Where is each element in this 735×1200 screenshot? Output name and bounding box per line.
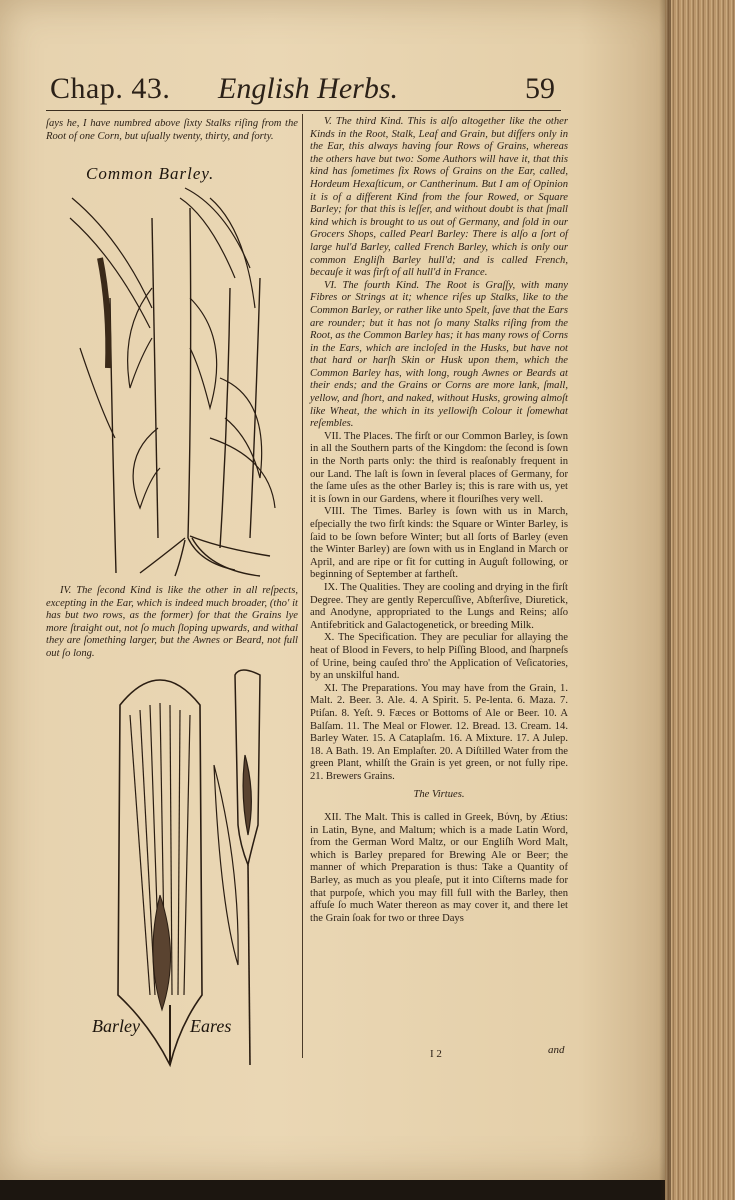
signature-mark: I 2 — [430, 1048, 442, 1060]
section-vii: VII. The Places. The firſt or our Common Barley, is ſown in all the Southern parts of the Kingdom: the ſecond is ſown in the North parts only: the third is reaſonably frequent in our Land. The laſt is ſown in ſeveral places of Germany, for the ſame uſes as the other Barley is; this is rare with us, yet it is ſown in our Gardens, where it flouriſhes very well. — [310, 430, 568, 505]
plate-caption-eares: Eares — [190, 1016, 232, 1036]
left-column-lower — [46, 585, 298, 661]
left-column — [46, 118, 298, 143]
page-number: 59 — [525, 72, 555, 105]
section-viii: VIII. The Times. Barley is ſown with us in March, eſpecially the two firſt kinds: the Square or Winter Barley, is ſaid to be ſown before Winter; but all ſorts of Barley (even the Winter Barley) are ſown with us in England in March or April, and are ripe or fit for cutting in Auguſt following, or beginning of September at fartheſt. — [310, 506, 568, 581]
section-v: V. The third Kind. This is alſo altogether like the other Kinds in the Root, Stalk, Leaf and Grain, but differs only in the Ear, this always having four Rows of Grains, whereas the others have but two: Some Authors will have it, that this kind has ſometimes ſix Rows of Grains on the Ear, called, Hordeum Hexaſticum, or Cantherinum. But I am of Opinion it is of a different Kind from the four Rowed, or Square Barley; for that this is leſſer, and without doubt is that ſmall kind which is brought to us out of Germany, and ſold in our Grocers Shops, called Pearl Barley: There is alſo a ſort of large hul'd Barley, called French Barley, which is only our common Engliſh Barley hull'd; and is called French, becauſe it was firſt of all hull'd in France. — [310, 116, 568, 279]
page-edges — [665, 0, 735, 1200]
section-x: X. The Specification. They are peculiar for allaying the heat of Blood in Fevers, to help Piſſing Blood, and ſharpneſs of Urine, being cauſed thro' the Application of Veſicatories, by an unskilful hand. — [310, 632, 568, 682]
plate-caption-barley: Barley — [92, 1016, 140, 1036]
running-header — [46, 70, 561, 111]
section-vi: VI. The fourth Kind. The Root is Graſſy, with many Fibres or Strings at it; whence riſes up Stalks, like to the Common Barley, or rather like unto Spelt, ſave that the Ears are rounder; but it has not ſo many Stalks riſing from the Root, as the Common Barley has; it has many rows of Corns in the Ears, which are incloſed in the Husks, but have not that hard or harſh Skin or Husk upon them, which the Common Barley has, with long, rough Awnes or Beards at their ends; and the Grains or Corns are more lank, ſmall, yellow, and ſhort, and naked, without Husks, growing almoſt like Wheat, the which in its yellowiſh Colour it ſomewhat reſembles. — [310, 279, 568, 430]
intro-text: ſays he, I have numbred above ſixty Stalks riſing from the Root of one Corn, but uſually twenty, thirty, and forty. — [46, 118, 298, 142]
column-divider — [302, 114, 303, 1058]
chapter-label: Chap. 43. — [50, 72, 171, 105]
section-iv: IV. The ſecond Kind is like the other in all reſpects, excepting in the Ear, which is indeed much broader, (tho' it has but two rows, as the former) for that the Grains lye more ſtraight out, not ſo much ſloping upwards, and withal they are ſomething larger, but the Awnes or Beard, not full out ſo long. — [46, 585, 298, 659]
section-xii: XII. The Malt. This is called in Greek, Βύνη, by Ætius: in Latin, Byne, and Maltum; which is a made Latin Word, from the German Word Maltz, or our Engliſh Word Malt, which is Barley prepared for Brewing Ale or Beer; the manner of which Preparation is thus: Take a Quantity of Barley, as much as you pleaſe, put it into Ciſterns made for that purpoſe, which you may fill full with the Barley, then affuſe ſo much Water thereon as may cover it, and there let the Grain ſoak for two or three Days — [310, 812, 568, 924]
virtues-heading: The Virtues. — [413, 789, 465, 801]
plate-caption-common-barley: Common Barley. — [86, 164, 215, 183]
section-xi: XI. The Preparations. You may have from the Grain, 1. Malt. 2. Beer. 3. Ale. 4. A Spirit. 5. Pe-lenta. 6. Maza. 7. Ptiſan. 8. Yeſt. 9. Fæces or Bottoms of Ale or Beer. 10. A Balſam. 11. The Meal or Flower. 12. Bread. 13. Cream. 14. Barley Water. 15. A Cataplaſm. 16. A Mixture. 17. A Julep. 18. A Bath. 19. An Emplaſter. 20. A Diſtilled Water from the green Plant, whilſt the Grain is yet green, or not fully ripe. 21. Brewers Grains. — [310, 682, 568, 782]
page-title: English Herbs. — [218, 72, 398, 105]
catchword: and — [548, 1044, 565, 1056]
barley-ears-engraving — [90, 665, 290, 1070]
right-column — [310, 116, 568, 925]
section-ix: IX. The Qualities. They are cooling and drying in the firſt Degree. They are gently Repercuſſive, Abſterſive, Diuretick, and Anodyne, appropriated to the Lungs and Reins; alſo Antifebritick and Galactogenetick, or breeding Milk. — [310, 581, 568, 631]
common-barley-engraving — [60, 178, 300, 578]
